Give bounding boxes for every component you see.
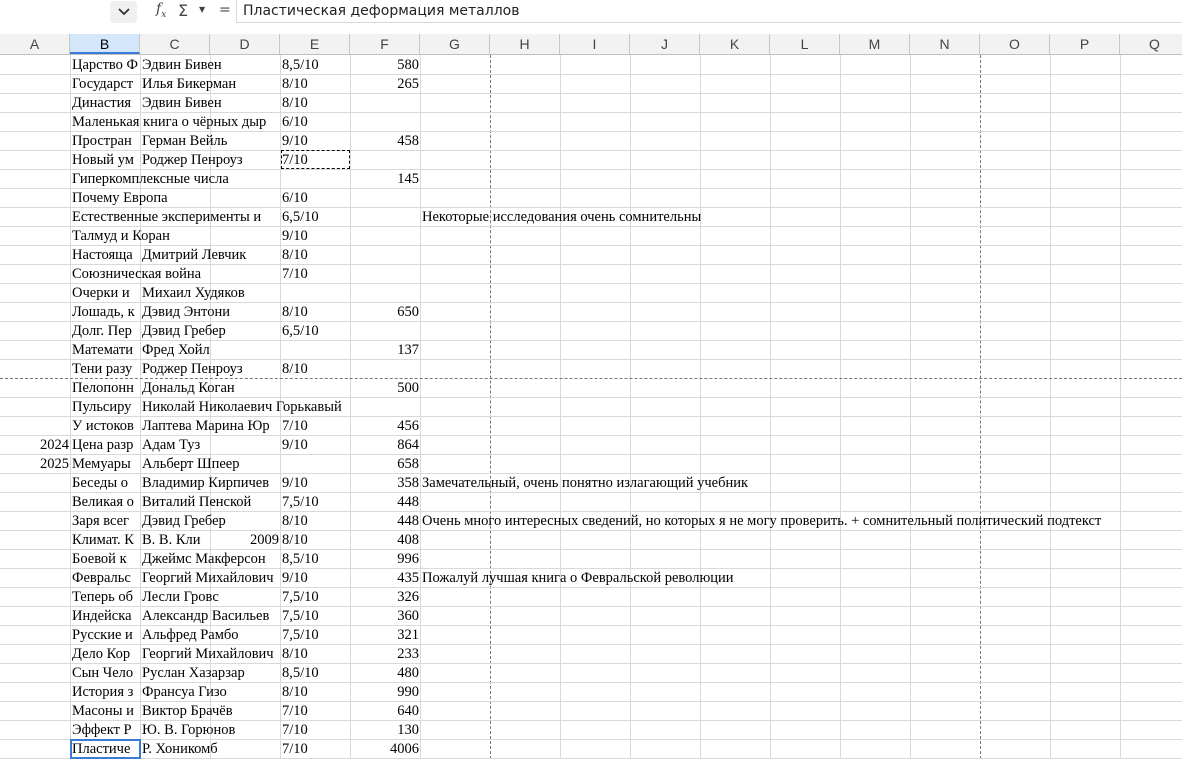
cell-b[interactable]: Цена разр <box>72 437 134 453</box>
column-header-m[interactable]: M <box>840 34 910 54</box>
cell-c[interactable]: Михаил Худяков <box>142 285 245 301</box>
cell-b[interactable]: Новый ум <box>72 152 134 168</box>
grid-line <box>910 55 911 759</box>
cell-c[interactable]: Ю. В. Горюнов <box>142 722 236 738</box>
column-header-a[interactable]: A <box>0 34 70 54</box>
formula-input[interactable]: Пластическая деформация металлов <box>236 0 1182 23</box>
column-header-j[interactable]: J <box>630 34 700 54</box>
cell-b[interactable]: Индейска <box>72 608 132 624</box>
cell-c[interactable]: Альфред Рамбо <box>142 627 239 643</box>
cell-f[interactable]: 650 <box>397 304 419 320</box>
cell-b[interactable]: Сын Чело <box>72 665 134 681</box>
column-header-h[interactable]: H <box>490 34 560 54</box>
cell-e[interactable]: 8/10 <box>282 684 308 700</box>
cell-f[interactable]: 864 <box>397 437 419 453</box>
cell-f[interactable]: 408 <box>397 532 419 548</box>
cell-c[interactable]: Дональд Коган <box>142 380 235 396</box>
spreadsheet-grid[interactable] <box>0 34 1182 759</box>
cell-b[interactable]: Союзническая война <box>72 266 202 282</box>
cell-b[interactable]: Талмуд и Коран <box>72 228 170 244</box>
cell-c[interactable]: Владимир Кирпичев <box>142 475 270 491</box>
cell-c[interactable]: Эдвин Бивен <box>142 57 222 73</box>
cell-b[interactable]: Дело Кор <box>72 646 131 662</box>
cell-c[interactable]: Эдвин Бивен <box>142 95 222 111</box>
cell-b[interactable]: Государст <box>72 76 134 92</box>
cell-f[interactable]: 145 <box>397 171 419 187</box>
cell-g[interactable]: Замечательный, очень понятно излагающий учебник <box>422 475 749 491</box>
cell-e[interactable]: 9/10 <box>282 570 308 586</box>
column-header-c[interactable]: C <box>140 34 210 54</box>
cell-e[interactable]: 8/10 <box>282 361 308 377</box>
cell-c[interactable]: Дэвид Энтони <box>142 304 230 320</box>
column-header-g[interactable]: G <box>420 34 490 54</box>
grid-line <box>420 55 421 759</box>
cell-f[interactable]: 480 <box>397 665 419 681</box>
cell-f[interactable]: 448 <box>397 513 419 529</box>
cell-b[interactable]: Пелопонн <box>72 380 134 396</box>
cell-c[interactable]: Илья Бикерман <box>142 76 237 92</box>
cell-b[interactable]: Долг. Пер <box>72 323 132 339</box>
cell-b[interactable]: Климат. К <box>72 532 134 548</box>
grid-line <box>560 55 561 759</box>
cell-c[interactable]: Александр Васильев <box>142 608 270 624</box>
cell-c[interactable]: Роджер Пенроуз <box>142 152 243 168</box>
cell-f[interactable]: 458 <box>397 133 419 149</box>
cell-c[interactable]: Виталий Пенской <box>142 494 252 510</box>
cell-b[interactable]: Лошадь, к <box>72 304 135 320</box>
cell-b[interactable]: Маленькая книга о чёрных дыр <box>72 114 267 130</box>
cell-e[interactable]: 7/10 <box>282 152 308 168</box>
cell-f[interactable]: 640 <box>397 703 419 719</box>
cell-b[interactable]: Царство Ф <box>72 57 139 73</box>
cell-b[interactable]: Теперь об <box>72 589 134 605</box>
name-box[interactable] <box>0 0 106 23</box>
cell-b[interactable]: Очерки и <box>72 285 130 301</box>
cell-b[interactable]: Пульсиру <box>72 399 132 415</box>
column-header-f[interactable]: F <box>350 34 420 54</box>
cell-e[interactable]: 8,5/10 <box>282 57 319 73</box>
column-header-b[interactable]: B <box>70 34 140 54</box>
cell-g[interactable]: Некоторые исследования очень сомнительны <box>422 209 702 225</box>
cell-e[interactable]: 7/10 <box>282 722 308 738</box>
cell-b[interactable]: Великая о <box>72 494 134 510</box>
cell-f[interactable]: 456 <box>397 418 419 434</box>
grid-line <box>1050 55 1051 759</box>
cell-b[interactable]: Беседы о <box>72 475 128 491</box>
cell-b[interactable]: Настояща <box>72 247 133 263</box>
cell-e[interactable]: 7,5/10 <box>282 494 319 510</box>
cell-e[interactable]: 7/10 <box>282 418 308 434</box>
cell-f[interactable]: 137 <box>397 342 419 358</box>
cell-e[interactable]: 8/10 <box>282 95 308 111</box>
cell-f[interactable]: 448 <box>397 494 419 510</box>
cell-e[interactable]: 8/10 <box>282 513 308 529</box>
cell-f[interactable]: 500 <box>397 380 419 396</box>
chevron-down-icon <box>118 8 130 16</box>
page-break-line <box>980 55 981 759</box>
cell-e[interactable]: 6,5/10 <box>282 209 319 225</box>
grid-line <box>140 55 141 759</box>
cell-c[interactable]: Георгий Михайлович <box>142 646 274 662</box>
cell-c[interactable]: Николай Николаевич Горькавый <box>142 399 342 415</box>
cell-b[interactable]: Февральс <box>72 570 131 586</box>
cell-e[interactable]: 7,5/10 <box>282 627 319 643</box>
sum-dropdown-icon[interactable]: ▼ <box>199 5 206 14</box>
cell-e[interactable]: 6/10 <box>282 114 308 130</box>
cell-e[interactable]: 9/10 <box>282 437 308 453</box>
cell-c[interactable]: Франсуа Гизо <box>142 684 227 700</box>
cell-f[interactable]: 233 <box>397 646 419 662</box>
cell-b[interactable]: Династия <box>72 95 132 111</box>
column-header-o[interactable]: O <box>980 34 1050 54</box>
cell-e[interactable]: 8/10 <box>282 304 308 320</box>
function-wizard-icon[interactable]: $f_x$ <box>156 1 167 20</box>
cell-c[interactable]: Адам Туз <box>142 437 201 453</box>
cell-e[interactable]: 8/10 <box>282 247 308 263</box>
cell-f[interactable]: 321 <box>397 627 419 643</box>
cell-e[interactable]: 9/10 <box>282 475 308 491</box>
column-header-k[interactable]: K <box>700 34 770 54</box>
grid-line <box>1120 55 1121 759</box>
column-header-i[interactable]: I <box>560 34 630 54</box>
name-box-dropdown-button[interactable] <box>110 1 137 23</box>
cell-e[interactable]: 7/10 <box>282 703 308 719</box>
cell-b[interactable]: Русские и <box>72 627 133 643</box>
cell-f[interactable]: 360 <box>397 608 419 624</box>
cell-b[interactable]: Почему Европа <box>72 190 168 206</box>
grid-line <box>70 55 71 759</box>
cell-c[interactable]: Дэвид Гребер <box>142 323 226 339</box>
cell-d[interactable]: 2009 <box>250 532 279 548</box>
cell-b[interactable]: Боевой к <box>72 551 127 567</box>
cell-g[interactable]: Пожалуй лучшая книга о Февральской революции <box>422 570 734 586</box>
selected-cell-cursor <box>70 739 141 759</box>
cell-c[interactable]: Дэвид Гребер <box>142 513 226 529</box>
cell-b[interactable]: У истоков <box>72 418 134 434</box>
cell-c[interactable]: Герман Вейль <box>142 133 228 149</box>
cell-e[interactable]: 8,5/10 <box>282 665 319 681</box>
cell-b[interactable]: Мемуары <box>72 456 131 472</box>
cell-c[interactable]: Джеймс Макферсон <box>142 551 266 567</box>
cell-b[interactable]: Пластиче <box>72 741 131 757</box>
cell-e[interactable]: 8,5/10 <box>282 551 319 567</box>
cell-e[interactable]: 9/10 <box>282 133 308 149</box>
cell-f[interactable]: 130 <box>397 722 419 738</box>
page-break-line <box>490 55 491 759</box>
column-header-n[interactable]: N <box>910 34 980 54</box>
column-header-l[interactable]: L <box>770 34 840 54</box>
cell-a[interactable]: 2024 <box>40 437 69 453</box>
sigma-icon[interactable]: Σ <box>178 1 189 20</box>
cell-b[interactable]: Эффект Р <box>72 722 132 738</box>
cell-b[interactable]: История з <box>72 684 134 700</box>
cell-e[interactable]: 7/10 <box>282 266 308 282</box>
cell-b[interactable]: Математи <box>72 342 133 358</box>
cell-f[interactable]: 265 <box>397 76 419 92</box>
cell-e[interactable]: 7/10 <box>282 741 308 757</box>
cell-b[interactable]: Тени разу <box>72 361 133 377</box>
cell-c[interactable]: Р. Хоникомб <box>142 741 218 757</box>
cell-c[interactable]: Георгий Михайлович <box>142 570 274 586</box>
cell-c[interactable]: В. В. Кли <box>142 532 201 548</box>
cell-f[interactable]: 990 <box>397 684 419 700</box>
cell-a[interactable]: 2025 <box>40 456 69 472</box>
column-header-p[interactable]: P <box>1050 34 1120 54</box>
cell-f[interactable]: 4006 <box>390 741 419 757</box>
cell-b[interactable]: Простран <box>72 133 132 149</box>
formula-equals-icon[interactable]: = <box>219 2 231 18</box>
grid-line <box>630 55 631 759</box>
copy-marquee <box>281 150 350 169</box>
cell-e[interactable]: 8/10 <box>282 646 308 662</box>
cell-e[interactable]: 6,5/10 <box>282 323 319 339</box>
cell-c[interactable]: Дмитрий Левчик <box>142 247 247 263</box>
cell-b[interactable]: Масоны и <box>72 703 134 719</box>
column-header-d[interactable]: D <box>210 34 280 54</box>
cell-c[interactable]: Фред Хойл <box>142 342 210 358</box>
grid-line <box>840 55 841 759</box>
cell-b[interactable]: Гиперкомплексные числа <box>72 171 229 187</box>
cell-b[interactable]: Естественные эксперименты и <box>72 209 262 225</box>
cell-f[interactable]: 996 <box>397 551 419 567</box>
formula-bar <box>0 0 1182 33</box>
cell-g[interactable]: Очень много интересных сведений, но которых я не могу проверить. + сомнительный политический подтекст <box>422 513 1102 529</box>
grid-line <box>700 55 701 759</box>
cell-f[interactable]: 580 <box>397 57 419 73</box>
column-header-e[interactable]: E <box>280 34 350 54</box>
cell-f[interactable]: 435 <box>397 570 419 586</box>
cell-e[interactable]: 7,5/10 <box>282 589 319 605</box>
cell-e[interactable]: 8/10 <box>282 76 308 92</box>
cell-c[interactable]: Лаптева Марина Юр <box>142 418 270 434</box>
cell-c[interactable]: Альберт Шпеер <box>142 456 240 472</box>
cell-f[interactable]: 326 <box>397 589 419 605</box>
cell-e[interactable]: 8/10 <box>282 532 308 548</box>
cell-b[interactable]: Заря всег <box>72 513 130 529</box>
cell-c[interactable]: Лесли Гровс <box>142 589 219 605</box>
cell-c[interactable]: Виктор Брачёв <box>142 703 233 719</box>
cell-e[interactable]: 7,5/10 <box>282 608 319 624</box>
cell-f[interactable]: 358 <box>397 475 419 491</box>
column-header-q[interactable]: Q <box>1120 34 1182 54</box>
cell-e[interactable]: 6/10 <box>282 190 308 206</box>
cell-f[interactable]: 658 <box>397 456 419 472</box>
cell-c[interactable]: Роджер Пенроуз <box>142 361 243 377</box>
grid-line <box>770 55 771 759</box>
cell-e[interactable]: 9/10 <box>282 228 308 244</box>
column-headers <box>0 34 1182 55</box>
cell-c[interactable]: Руслан Хазарзар <box>142 665 245 681</box>
